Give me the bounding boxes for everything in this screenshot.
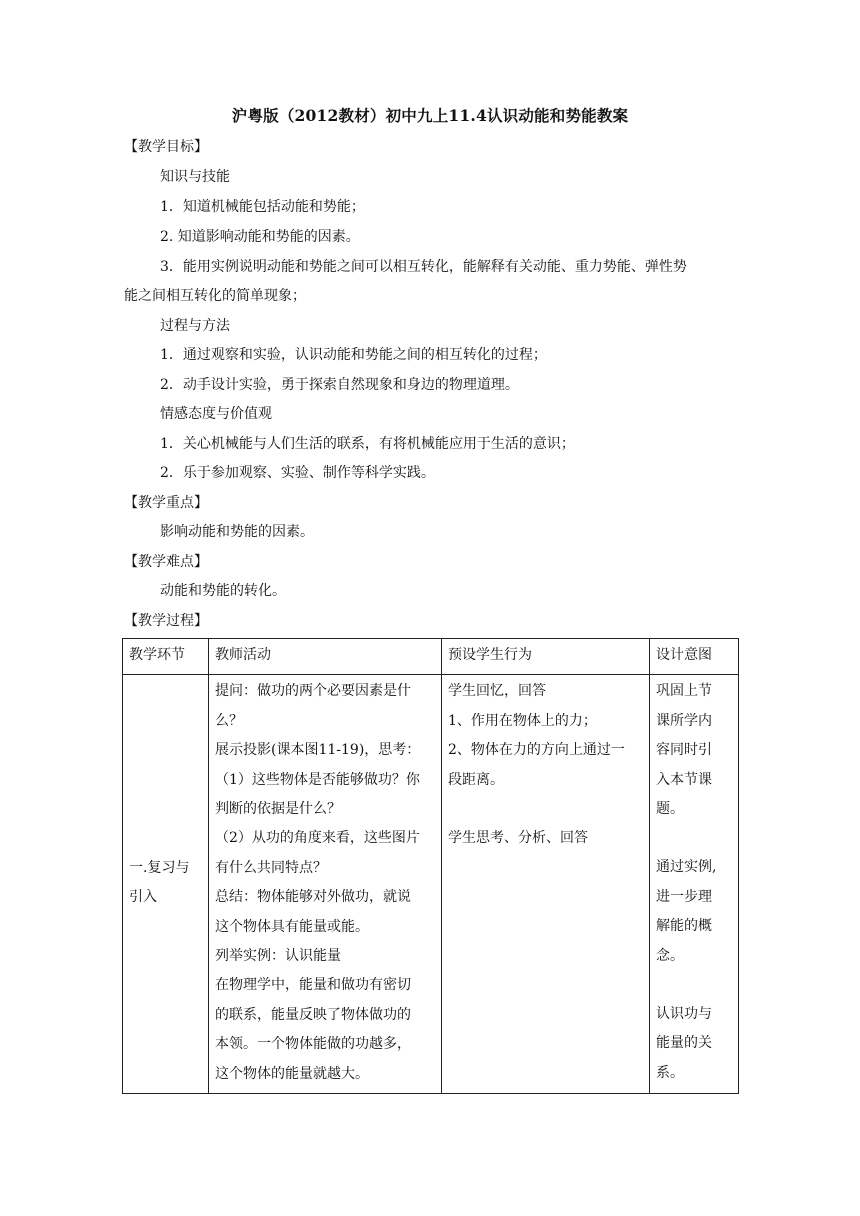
- process-heading: 过程与方法: [160, 318, 230, 334]
- table-header-cell: 教学环节: [123, 639, 209, 675]
- teacher-line: 么？: [215, 712, 243, 729]
- table-header-cell: 教师活动: [209, 639, 442, 675]
- attitude-heading: 情感态度与价值观: [160, 406, 272, 422]
- intent-line: 能量的关: [656, 1035, 712, 1052]
- student-line: 学生回忆，回答: [448, 683, 546, 700]
- key-text: 影响动能和势能的因素。: [160, 524, 314, 540]
- knowledge-heading: 知识与技能: [160, 169, 230, 185]
- intent-line: 通过实例,: [656, 859, 717, 876]
- table-header-cell: 设计意图: [650, 639, 739, 675]
- intent-line: 念。: [656, 947, 684, 964]
- intent-line: 题。: [656, 801, 684, 818]
- table-header-row: [123, 639, 739, 675]
- knowledge-item-1: 1．知道机械能包括动能和势能；: [160, 199, 365, 215]
- teacher-line: 展示投影(课本图11-19)，思考：: [215, 742, 421, 759]
- teacher-line: 提问：做功的两个必要因素是什: [215, 683, 411, 700]
- stage-cell: [123, 675, 209, 1094]
- teacher-cell: [209, 675, 442, 1094]
- student-cell: [442, 675, 650, 1094]
- teacher-line: 这个物体具有能量或能。: [215, 918, 369, 935]
- student-line: 段距离。: [448, 771, 504, 788]
- document-title: 沪粤版（2012教材）初中九上11.4认识动能和势能教案: [231, 106, 629, 125]
- table-header-cell: 预设学生行为: [442, 639, 650, 675]
- teacher-line: 总结：物体能够对外做功，就说: [215, 889, 411, 906]
- teacher-line: 的联系，能量反映了物体做功的: [215, 1006, 411, 1023]
- attitude-item-2: 2．乐于参加观察、实验、制作等科学实践。: [160, 465, 435, 481]
- teacher-line: 这个物体的能量就越大。: [215, 1065, 369, 1082]
- intent-gap: [656, 971, 732, 1000]
- student-line: 学生思考、分析、回答: [448, 830, 588, 847]
- knowledge-item-2: 2. 知道影响动能和势能的因素。: [160, 229, 360, 245]
- lesson-table: [122, 638, 739, 1094]
- difficulty-heading: 【教学难点】: [124, 554, 208, 570]
- process-item-1: 1．通过观察和实验，认识动能和势能之间的相互转化的过程；: [160, 347, 547, 363]
- teacher-line: （1）这些物体是否能够做功？你: [215, 771, 420, 788]
- student-line: 2、物体在力的方向上通过一: [448, 742, 625, 759]
- knowledge-item-3a: 3．能用实例说明动能和势能之间可以相互转化，能解释有关动能、重力势能、弹性势: [160, 259, 687, 275]
- objectives-heading: 【教学目标】: [124, 139, 208, 155]
- intent-line: 认识功与: [656, 1006, 712, 1023]
- student-gap: [448, 795, 643, 824]
- intent-gap: [656, 824, 732, 853]
- table-row: [123, 675, 739, 1094]
- teacher-line: 有什么共同特点？: [215, 859, 327, 876]
- teacher-line: 本领。一个物体能做的功越多，: [215, 1036, 411, 1053]
- teacher-line: 判断的依据是什么？: [215, 801, 341, 818]
- intent-line: 容同时引: [656, 742, 712, 759]
- teacher-line: （2）从功的角度来看，这些图片: [215, 830, 420, 847]
- key-heading: 【教学重点】: [124, 495, 208, 511]
- difficulty-text: 动能和势能的转化。: [160, 583, 286, 599]
- attitude-item-1: 1．关心机械能与人们生活的联系，有将机械能应用于生活的意识；: [160, 436, 575, 452]
- stage-line: 引入: [129, 889, 157, 906]
- teacher-line: 列举实例：认识能量: [215, 948, 341, 965]
- stage-line: 一.复习与: [129, 859, 190, 876]
- intent-line: 入本节课: [656, 771, 712, 788]
- intent-cell: [650, 675, 739, 1094]
- process2-heading: 【教学过程】: [124, 613, 208, 629]
- intent-line: 解能的概: [656, 918, 712, 935]
- process-item-2: 2．动手设计实验，勇于探索自然现象和身边的物理道理。: [160, 377, 519, 393]
- intent-line: 系。: [656, 1064, 684, 1081]
- intent-line: 巩固上节: [656, 683, 712, 700]
- intent-line: 课所学内: [656, 712, 712, 729]
- knowledge-item-3b: 能之间相互转化的简单现象；: [124, 288, 306, 304]
- teacher-line: 在物理学中，能量和做功有密切: [215, 977, 411, 994]
- student-line: 1、作用在物体上的力；: [448, 712, 597, 729]
- intent-line: 进一步理: [656, 888, 712, 905]
